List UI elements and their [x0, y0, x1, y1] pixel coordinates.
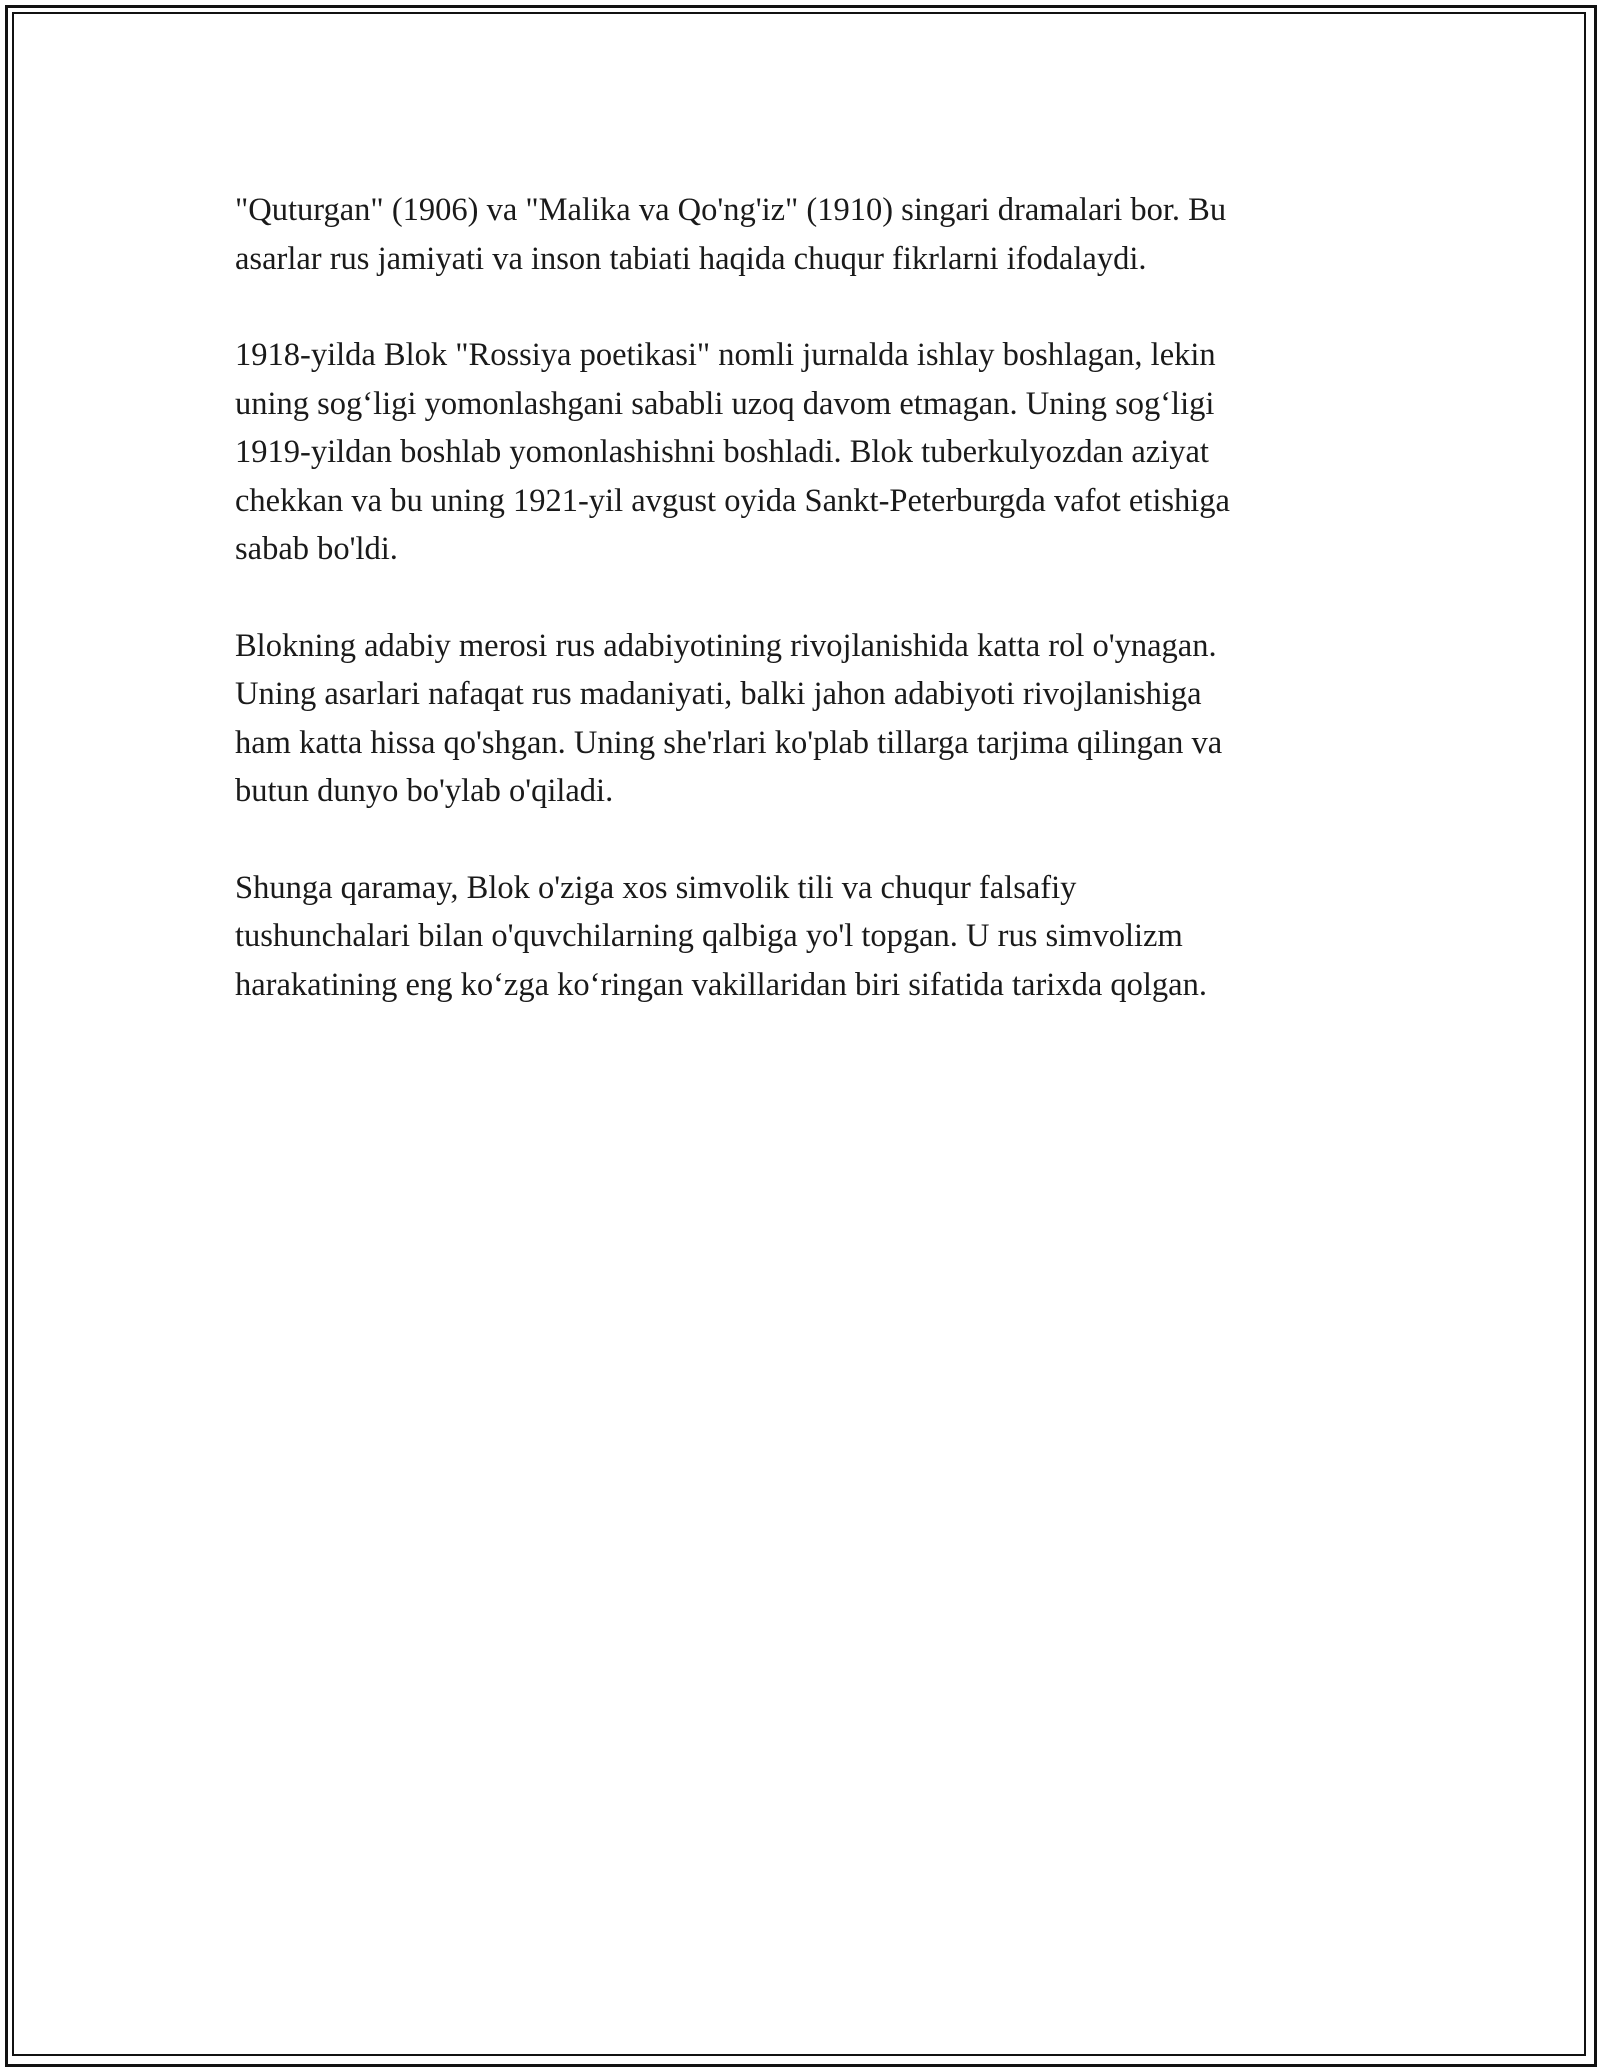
paragraph-3: Blokning adabiy merosi rus adabiyotining rivojlanishida katta rol o'ynagan. Uning asarlari nafaqat rus madaniyati, balki jahon adabiyoti rivojlanishiga ham katta hissa qo'shgan. Uning she'rlari ko'plab tillarga tarjima qilingan va butun dunyo bo'ylab o'qiladi.	[235, 627, 1223, 809]
paragraph-4: Shunga qaramay, Blok o'ziga xos simvolik tili va chuqur falsafiy tushunchalari bilan o'quvchilarning qalbiga yo'l topgan. U rus simvolizm harakatining eng ko‘zga ko‘ringan vakillaridan biri sifatida tarixda qolgan.	[235, 869, 1207, 1003]
paragraph-1: "Quturgan" (1906) va "Malika va Qo'ng'iz" (1910) singari dramalari bor. Bu asarlar rus jamiyati va inson tabiati haqida chuqur fikrlarni ifodalaydi.	[235, 192, 1227, 277]
paragraph-2: 1918-yilda Blok "Rossiya poetikasi" nomli jurnalda ishlay boshlagan, lekin uning sog‘ligi yomonlashgani sababli uzoq davom etmagan. Uning sog‘ligi 1919-yildan boshlab yomonlashishni boshladi. Blok tuberkulyozdan aziyat chekkan va bu uning 1921-yil avgust oyida Sankt-Peterburgda vafot etishiga sabab bo'ldi.	[235, 337, 1230, 567]
document-body	[235, 186, 1370, 1057]
